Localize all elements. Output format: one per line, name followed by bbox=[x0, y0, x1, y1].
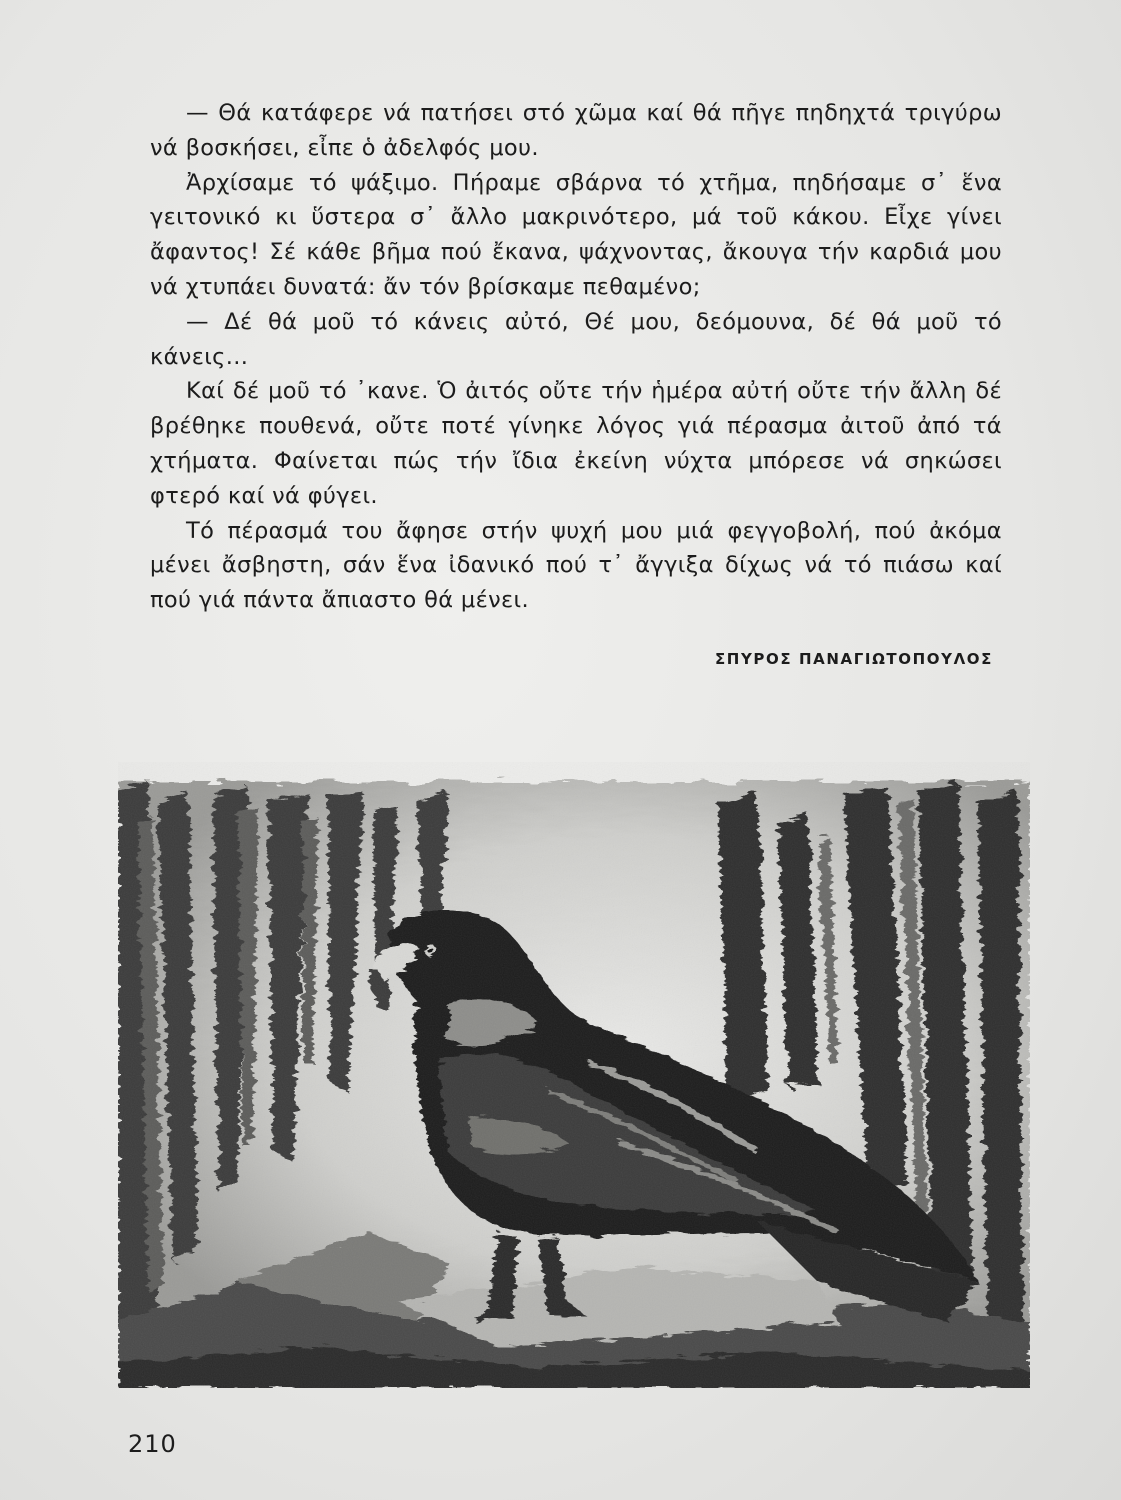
author-signature: ΣΠΥΡΟΣ ΠΑΝΑΓΙΩΤΟΠΟΥΛΟΣ bbox=[714, 650, 993, 668]
paragraph-5: Τό πέρασμά του ἄφησε στήν ψυχή μου μιά φεγγοβολή, πού ἀκόμα μένει ἄσβηστη, σάν ἕνα ἰδανικό πού τ᾽ ἄγγιξα δίχως νά τό πιάσω καί πού γιά πάντα ἄπιαστο θά μένει. bbox=[150, 517, 1002, 614]
paragraph-2: Ἀρχίσαμε τό ψάξιμο. Πήραμε σβάρνα τό χτῆμα, πηδήσαμε σ᾽ ἕνα γειτονικό κι ὕστερα σ᾽ ἄλλο μακρινότερο, μά τοῦ κάκου. Εἶχε γίνει ἄφαντος! Σέ κάθε βῆμα πού ἔκανα, ψάχνοντας, ἄκουγα τήν καρδιά μου νά χτυπάει δυνατά: ἄν τόν βρίσκαμε πεθαμένο; bbox=[150, 169, 1002, 300]
page-number: 210 bbox=[128, 1430, 177, 1458]
paragraph-3: — Δέ θά μοῦ τό κάνεις αὐτό, Θέ μου, δεόμουνα, δέ θά μοῦ τό κάνεις... bbox=[150, 308, 1002, 370]
eagle-illustration bbox=[118, 762, 1030, 1388]
story-text bbox=[150, 96, 1002, 618]
paragraph-4: Καί δέ μοῦ τό ᾽κανε. Ὁ ἀιτός οὔτε τήν ἡμέρα αὐτή οὔτε τήν ἄλλη δέ βρέθηκε πουθενά, οὔτε ποτέ γίνηκε λόγος γιά πέρασμα ἀιτοῦ ἀπό τά χτήματα. Φαίνεται πώς τήν ἴδια ἐκείνη νύχτα μπόρεσε νά σηκώσει φτερό καί νά φύγει. bbox=[150, 378, 1002, 509]
paragraph-1: — Θά κατάφερε νά πατήσει στό χῶμα καί θά πῆγε πηδηχτά τριγύρω νά βοσκήσει, εἶπε ὁ ἀδελφός μου. bbox=[150, 100, 1002, 161]
